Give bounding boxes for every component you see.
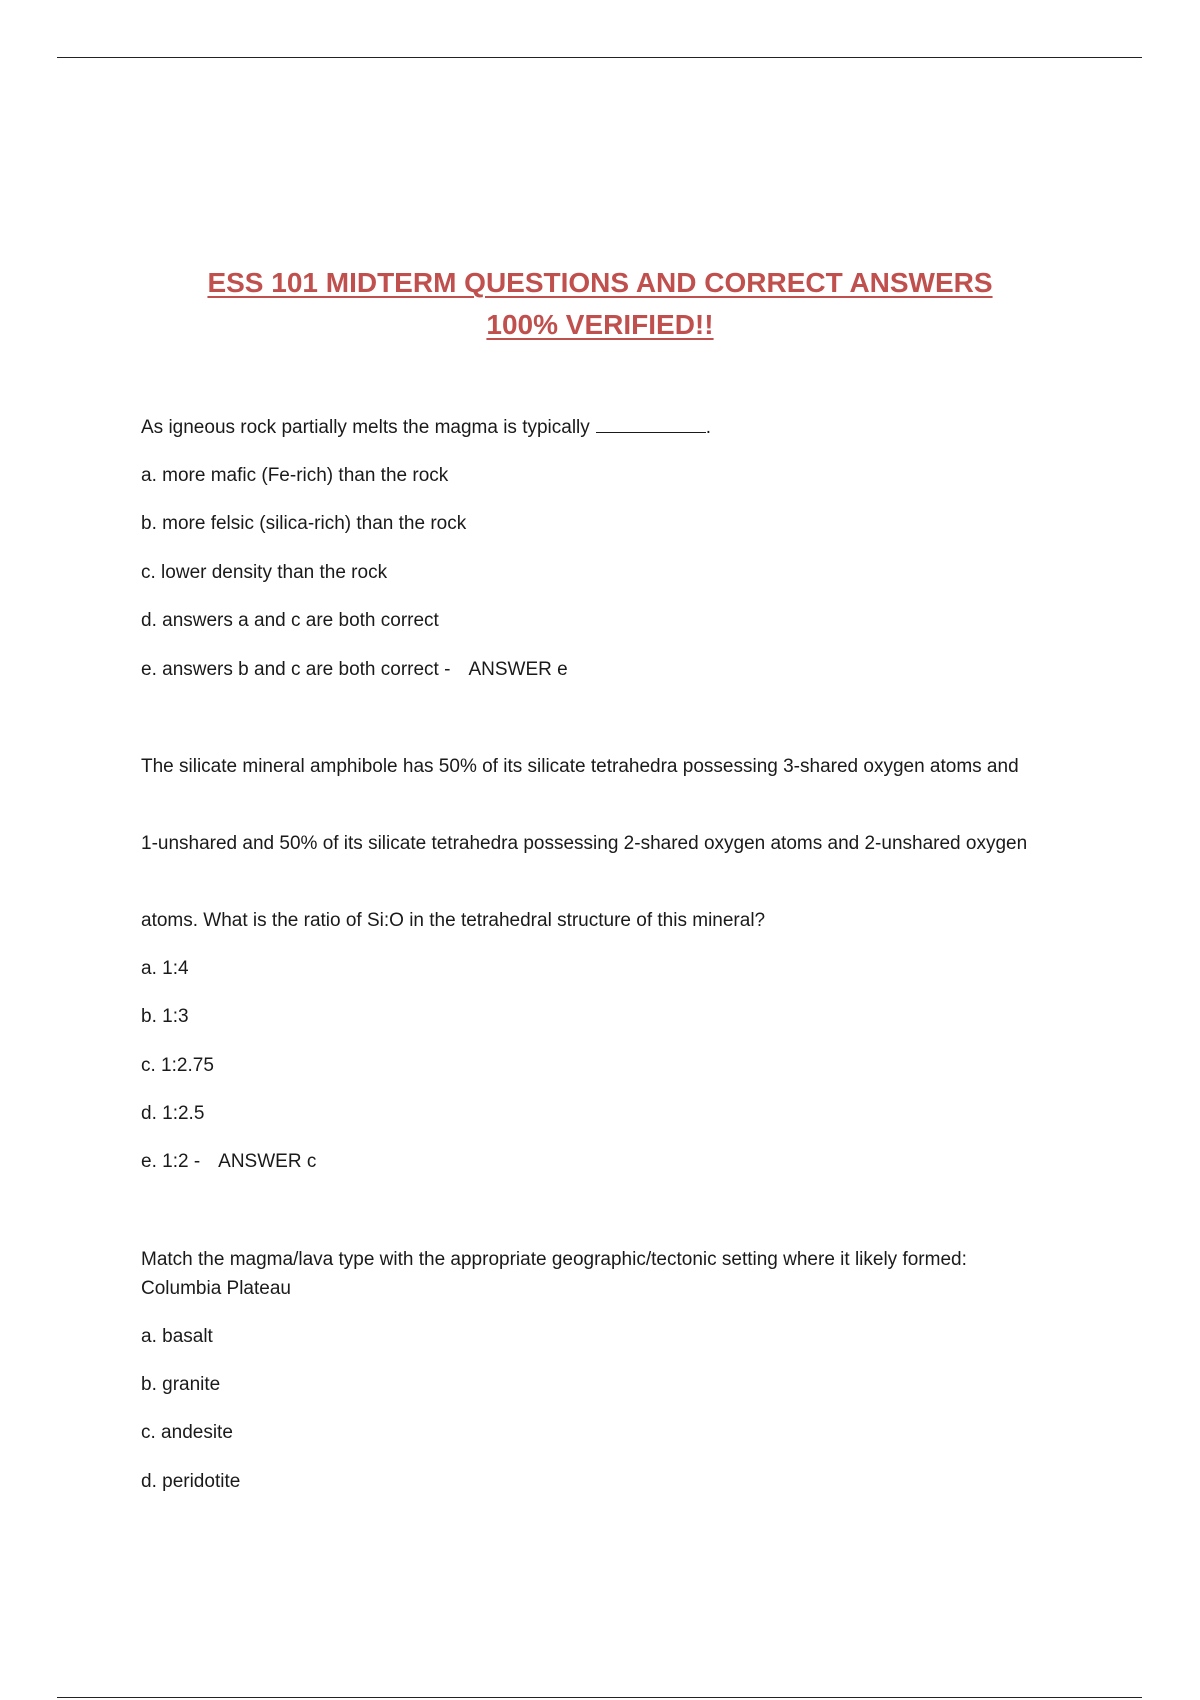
title-line-2: 100% VERIFIED!! [486,309,714,340]
question-1-option-e [141,655,568,684]
question-1-prompt-text: As igneous rock partially melts the magma is typically [141,417,590,438]
question-3-option-b: b. granite [141,1374,221,1395]
document-title [0,262,1200,346]
question-1-prompt-end: . [705,417,712,438]
question-2-option-e [141,1147,316,1176]
question-3-prompt: Match the magma/lava type with the appropriate geographic/tectonic setting where it likely formed: Columbia Plateau [141,1249,967,1299]
question-1-option-b: b. more felsic (silica-rich) than the rock [141,513,467,534]
answer-blank [596,414,706,433]
question-2-prompt-line-2: 1-unshared and 50% of its silicate tetrahedra possessing 2-shared oxygen atoms and 2-unshared oxygen [141,833,1028,854]
question-2-option-a: a. 1:4 [141,958,189,979]
question-1-option-e-text: e. answers b and c are both correct - [141,659,451,680]
top-rule [57,57,1142,58]
question-1-option-c: c. lower density than the rock [141,562,388,583]
question-2-answer: ANSWER c [218,1151,317,1172]
question-2-prompt-line-3: atoms. What is the ratio of Si:O in the tetrahedral structure of this mineral? [141,910,766,931]
question-1-option-a: a. more mafic (Fe-rich) than the rock [141,465,449,486]
question-2-prompt-line-1: The silicate mineral amphibole has 50% of its silicate tetrahedra possessing 3-shared oxygen atoms and [141,756,1019,777]
title-line-1: ESS 101 MIDTERM QUESTIONS AND CORRECT ANSWERS [207,267,993,298]
question-3-option-d: d. peridotite [141,1471,241,1492]
question-2-option-c: c. 1:2.75 [141,1055,214,1076]
question-3-option-a: a. basalt [141,1326,213,1347]
question-2-option-b: b. 1:3 [141,1006,189,1027]
bottom-rule [57,1697,1142,1698]
question-2-option-e-text: e. 1:2 - [141,1151,201,1172]
question-3-option-c: c. andesite [141,1422,233,1443]
question-1-option-d: d. answers a and c are both correct [141,610,439,631]
question-1-answer: ANSWER e [468,659,568,680]
question-2-option-d: d. 1:2.5 [141,1103,205,1124]
question-1-prompt [141,413,1041,442]
